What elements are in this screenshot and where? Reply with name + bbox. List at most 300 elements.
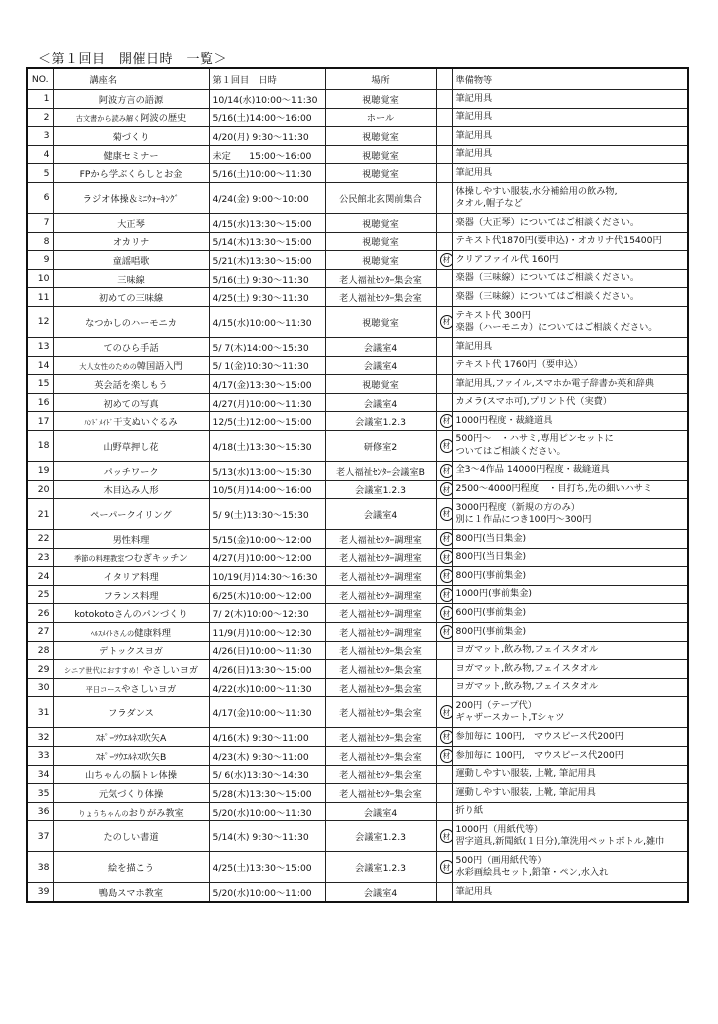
first-session-date: 4/15(水)13:30～15:00 xyxy=(209,213,325,232)
header-items: 準備物等 xyxy=(452,68,688,90)
required-items-line: カメラ(スマホ可),プリント代（実費） xyxy=(455,396,613,408)
material-fee-icon: 材 xyxy=(440,569,453,583)
material-fee-icon: 材 xyxy=(440,550,453,564)
table-row xyxy=(27,269,688,288)
first-session-date: 4/15(水)10:00～11:30 xyxy=(209,306,325,337)
required-items xyxy=(452,480,688,499)
table-row xyxy=(27,499,688,530)
course-name-main: 韓国語入門 xyxy=(136,361,183,373)
required-items xyxy=(452,747,688,766)
course-name-main: 絵を描こう xyxy=(108,863,154,875)
table-row xyxy=(27,164,688,183)
material-fee-icon: 材 xyxy=(440,253,453,267)
first-session-date: 5/20(水)10:00～11:30 xyxy=(209,802,325,821)
required-items-line: 800円(事前集金) xyxy=(455,569,527,581)
venue: 会議室1.2.3 xyxy=(325,412,436,431)
table-row xyxy=(27,480,688,499)
course-name-main: 初めての写真 xyxy=(103,398,159,410)
table-row xyxy=(27,784,688,803)
required-items xyxy=(452,585,688,604)
required-items-line: 楽器（ハーモニカ）についてはご相談ください。 xyxy=(455,321,658,333)
required-items xyxy=(452,269,688,288)
first-session-date: 10/19(月)14:30～16:30 xyxy=(209,567,325,586)
required-items xyxy=(452,883,688,902)
first-session-date: 5/28(木)13:30～15:00 xyxy=(209,784,325,803)
course-name-main: フランス料理 xyxy=(103,590,159,602)
course-name xyxy=(53,480,209,499)
first-session-date: 4/17(金)10:00～11:30 xyxy=(209,697,325,728)
material-mark-cell xyxy=(436,499,452,530)
table-row xyxy=(27,821,688,852)
material-mark-cell xyxy=(436,145,452,164)
required-items xyxy=(452,852,688,883)
table-row xyxy=(27,697,688,728)
material-fee-icon: 材 xyxy=(440,606,453,620)
table-row xyxy=(27,567,688,586)
row-number: 6 xyxy=(27,182,53,213)
required-items-line: 500円（画用紙代等） xyxy=(455,854,547,866)
required-items-line: 筆記用具 xyxy=(455,129,493,141)
material-mark-cell xyxy=(436,784,452,803)
material-fee-icon: 材 xyxy=(440,705,453,719)
row-number: 18 xyxy=(27,430,53,461)
table-row xyxy=(27,108,688,127)
course-name-main: イタリア料理 xyxy=(103,572,159,584)
required-items-line: 楽器（三味線）についてはご相談ください。 xyxy=(455,272,640,284)
material-mark-cell xyxy=(436,164,452,183)
table-row xyxy=(27,232,688,251)
material-mark-cell xyxy=(436,356,452,375)
row-number: 24 xyxy=(27,567,53,586)
material-mark-cell xyxy=(436,375,452,394)
material-mark-cell xyxy=(436,548,452,567)
course-name xyxy=(53,337,209,356)
first-session-date: 4/25(土)13:30～15:00 xyxy=(209,852,325,883)
row-number: 20 xyxy=(27,480,53,499)
course-name xyxy=(53,548,209,567)
required-items-line: ヨガマット,飲み物,フェイスタオル xyxy=(455,662,599,674)
required-items xyxy=(452,251,688,270)
row-number: 3 xyxy=(27,127,53,146)
course-name-main: 大正琴 xyxy=(117,218,145,230)
first-session-date: 5/14(木)13:30～15:00 xyxy=(209,232,325,251)
material-fee-icon: 材 xyxy=(440,507,453,521)
row-number: 32 xyxy=(27,728,53,747)
first-session-date: 4/24(金) 9:00～10:00 xyxy=(209,182,325,213)
course-name xyxy=(53,728,209,747)
material-mark-cell xyxy=(436,567,452,586)
course-name-main: 童謡唱歌 xyxy=(112,255,150,267)
course-name xyxy=(53,430,209,461)
course-name-main: FPから学ぶくらしとお金 xyxy=(79,169,183,181)
course-name-prefix: 季節の料理教室 xyxy=(74,554,125,564)
course-name xyxy=(53,164,209,183)
course-name-main: たのしい書道 xyxy=(103,832,159,844)
course-name-main: やさしいヨガ xyxy=(121,683,177,695)
course-name xyxy=(53,288,209,307)
course-name xyxy=(53,641,209,660)
material-mark-cell xyxy=(436,90,452,109)
table-row xyxy=(27,375,688,394)
required-items xyxy=(452,697,688,728)
venue: 会議室4 xyxy=(325,499,436,530)
required-items xyxy=(452,430,688,461)
required-items xyxy=(452,784,688,803)
course-name-main: なつかしのハーモニカ xyxy=(85,317,177,329)
course-name xyxy=(53,765,209,784)
required-items xyxy=(452,337,688,356)
table-row xyxy=(27,393,688,412)
course-name-main: 阿波の歴史 xyxy=(140,113,187,125)
table-row xyxy=(27,306,688,337)
table-row xyxy=(27,604,688,623)
required-items-line: 筆記用具 xyxy=(455,92,493,104)
required-items xyxy=(452,412,688,431)
required-items xyxy=(452,567,688,586)
first-session-date: 12/5(土)12:00～15:00 xyxy=(209,412,325,431)
required-items-line: 1000円（用紙代等） xyxy=(455,823,544,835)
venue: 視聴覚室 xyxy=(325,90,436,109)
venue: 老人福祉ｾﾝﾀｰ集会室 xyxy=(325,660,436,679)
required-items-line: ヨガマット,飲み物,フェイスタオル xyxy=(455,681,599,693)
material-mark-cell xyxy=(436,269,452,288)
course-name-prefix: ﾊﾝﾄﾞﾒｲﾄﾞ xyxy=(84,418,114,428)
material-fee-icon: 材 xyxy=(440,315,453,329)
row-number: 2 xyxy=(27,108,53,127)
row-number: 30 xyxy=(27,678,53,697)
first-session-date: 11/9(月)10:00～12:30 xyxy=(209,623,325,642)
first-session-date: 4/23(木) 9:30～11:00 xyxy=(209,747,325,766)
first-session-date: 4/25(土) 9:30～11:30 xyxy=(209,288,325,307)
course-name-main: てのひら手話 xyxy=(103,342,159,354)
first-session-date: 4/16(木) 9:30～11:00 xyxy=(209,728,325,747)
row-number: 25 xyxy=(27,585,53,604)
course-name xyxy=(53,232,209,251)
course-name-main: つむぎキッチン xyxy=(124,553,188,565)
material-mark-cell xyxy=(436,697,452,728)
course-name xyxy=(53,530,209,549)
course-name-main: おりがみ教室 xyxy=(128,807,184,819)
required-items xyxy=(452,182,688,213)
material-mark-cell xyxy=(436,623,452,642)
material-mark-cell xyxy=(436,802,452,821)
required-items xyxy=(452,641,688,660)
venue: 老人福祉ｾﾝﾀｰ集会室 xyxy=(325,288,436,307)
course-name-main: 山野草押し花 xyxy=(103,441,159,453)
venue: 会議室4 xyxy=(325,883,436,902)
course-name-prefix: ﾍﾙｽﾒｲﾄさんの xyxy=(91,628,135,638)
course-name-main: 健康料理 xyxy=(134,627,171,639)
material-mark-cell xyxy=(436,182,452,213)
material-fee-icon: 材 xyxy=(440,730,453,744)
venue: 会議室1.2.3 xyxy=(325,821,436,852)
material-mark-cell xyxy=(436,530,452,549)
required-items-line: テキスト代 300円 xyxy=(455,309,531,321)
course-name xyxy=(53,213,209,232)
required-items-line: テキスト代1870円(要申込)・オカリナ代15400円 xyxy=(455,235,662,247)
venue: 視聴覚室 xyxy=(325,213,436,232)
venue: 会議室4 xyxy=(325,356,436,375)
venue: 老人福祉ｾﾝﾀｰ調理室 xyxy=(325,585,436,604)
row-number: 14 xyxy=(27,356,53,375)
material-fee-icon: 材 xyxy=(440,532,453,546)
course-name-main: 鴨島スマホ教室 xyxy=(98,887,164,899)
required-items-line: 参加毎に 100円, マウスピース代200円 xyxy=(455,749,624,761)
material-mark-cell xyxy=(436,213,452,232)
course-name xyxy=(53,412,209,431)
table-row xyxy=(27,802,688,821)
material-mark-cell xyxy=(436,765,452,784)
material-mark-cell xyxy=(436,108,452,127)
first-session-date: 7/ 2(木)10:00～12:30 xyxy=(209,604,325,623)
venue: 老人福祉ｾﾝﾀｰ調理室 xyxy=(325,604,436,623)
table-body xyxy=(27,90,688,902)
course-name-main: フラダンス xyxy=(108,708,154,720)
venue: 老人福祉ｾﾝﾀｰ会議室B xyxy=(325,461,436,480)
required-items-line: 1000円程度・裁縫道具 xyxy=(455,414,553,426)
required-items-line: クリアファイル代 160円 xyxy=(455,253,559,265)
row-number: 12 xyxy=(27,306,53,337)
required-items-line: 折り紙 xyxy=(455,805,484,817)
course-name xyxy=(53,623,209,642)
required-items xyxy=(452,213,688,232)
first-session-date: 5/14(木) 9:30～11:30 xyxy=(209,821,325,852)
course-name xyxy=(53,306,209,337)
first-session-date: 5/16(土) 9:30～11:30 xyxy=(209,269,325,288)
course-name-prefix: 古文書から読み解く xyxy=(75,114,141,124)
table-row xyxy=(27,852,688,883)
row-number: 16 xyxy=(27,393,53,412)
required-items xyxy=(452,530,688,549)
course-name-main: ｽﾎﾟｰﾂｳｴﾙﾈｽ吹矢A xyxy=(95,733,167,745)
first-session-date: 5/ 6(水)13:30～14:30 xyxy=(209,765,325,784)
required-items-line: 水彩画絵具セット,鉛筆・ペン,水入れ xyxy=(455,867,609,879)
course-name-main: 元気づくり体操 xyxy=(98,789,164,801)
venue: 老人福祉ｾﾝﾀｰ調理室 xyxy=(325,623,436,642)
required-items-line: 筆記用具 xyxy=(455,148,493,160)
material-fee-icon: 材 xyxy=(440,414,453,428)
material-fee-icon: 材 xyxy=(440,482,453,496)
first-session-date: 10/5(月)14:00～16:00 xyxy=(209,480,325,499)
row-number: 31 xyxy=(27,697,53,728)
row-number: 34 xyxy=(27,765,53,784)
course-name-prefix: シニア世代におすすめ！ xyxy=(63,666,143,676)
required-items-line: 運動しやすい服装, 上靴, 筆記用具 xyxy=(455,768,596,780)
course-name-main: 干支ぬいぐるみ xyxy=(113,417,178,429)
course-name-main: やさしいヨガ xyxy=(143,665,199,677)
course-name xyxy=(53,821,209,852)
first-session-date: 4/27(月)10:00～12:00 xyxy=(209,548,325,567)
first-session-date: 4/17(金)13:30～15:00 xyxy=(209,375,325,394)
row-number: 22 xyxy=(27,530,53,549)
material-mark-cell xyxy=(436,728,452,747)
course-name xyxy=(53,883,209,902)
course-name-main: 初めての三味線 xyxy=(98,293,164,305)
venue: 老人福祉ｾﾝﾀｰ集会室 xyxy=(325,747,436,766)
required-items xyxy=(452,145,688,164)
material-mark-cell xyxy=(436,747,452,766)
required-items-line: ヨガマット,飲み物,フェイスタオル xyxy=(455,644,599,656)
required-items-line: テキスト代 1760円（要申込） xyxy=(455,359,583,371)
material-mark-cell xyxy=(436,480,452,499)
required-items xyxy=(452,623,688,642)
course-name-main: kotokotoさんのパンづくり xyxy=(74,609,188,621)
first-session-date: 4/26(日)13:30～15:00 xyxy=(209,660,325,679)
course-name-main: 三味線 xyxy=(117,274,145,286)
header-course-name: 講座名 xyxy=(53,68,209,90)
row-number: 9 xyxy=(27,251,53,270)
table-row xyxy=(27,585,688,604)
course-name xyxy=(53,145,209,164)
required-items-line: 運動しやすい服装, 上靴, 筆記用具 xyxy=(455,786,596,798)
required-items-line: 筆記用具 xyxy=(455,166,493,178)
required-items-line: 筆記用具 xyxy=(455,340,493,352)
course-name xyxy=(53,127,209,146)
required-items xyxy=(452,802,688,821)
required-items-line: 800円(事前集金) xyxy=(455,625,527,637)
material-mark-cell xyxy=(436,337,452,356)
venue: 老人福祉ｾﾝﾀｰ集会室 xyxy=(325,269,436,288)
schedule-table xyxy=(26,67,689,903)
course-name xyxy=(53,461,209,480)
venue: 視聴覚室 xyxy=(325,127,436,146)
row-number: 28 xyxy=(27,641,53,660)
required-items xyxy=(452,164,688,183)
row-number: 36 xyxy=(27,802,53,821)
course-name xyxy=(53,182,209,213)
material-mark-cell xyxy=(436,821,452,852)
row-number: 38 xyxy=(27,852,53,883)
course-name xyxy=(53,499,209,530)
first-session-date: 4/18(土)13:30～15:30 xyxy=(209,430,325,461)
material-fee-icon: 材 xyxy=(440,625,453,639)
material-fee-icon: 材 xyxy=(440,464,453,478)
material-fee-icon: 材 xyxy=(440,829,453,843)
table-header-row xyxy=(27,68,688,90)
required-items-line: 600円(事前集金) xyxy=(455,607,527,619)
course-name-prefix: りょうちゃんの xyxy=(78,808,129,818)
table-row xyxy=(27,548,688,567)
required-items-line: 500円～ ・ハサミ,専用ピンセットに xyxy=(455,433,614,445)
header-no: NO. xyxy=(27,68,53,90)
course-name xyxy=(53,375,209,394)
row-number: 39 xyxy=(27,883,53,902)
course-name-main: デトックスヨガ xyxy=(99,646,163,658)
row-number: 29 xyxy=(27,660,53,679)
material-fee-icon: 材 xyxy=(440,439,453,453)
first-session-date: 5/13(水)13:00～15:30 xyxy=(209,461,325,480)
material-fee-icon: 材 xyxy=(440,749,453,763)
course-name xyxy=(53,251,209,270)
venue: 老人福祉ｾﾝﾀｰ集会室 xyxy=(325,765,436,784)
course-name xyxy=(53,567,209,586)
row-number: 19 xyxy=(27,461,53,480)
row-number: 15 xyxy=(27,375,53,394)
table-row xyxy=(27,337,688,356)
table-row xyxy=(27,530,688,549)
material-fee-icon: 材 xyxy=(440,860,453,874)
row-number: 27 xyxy=(27,623,53,642)
row-number: 4 xyxy=(27,145,53,164)
course-name xyxy=(53,802,209,821)
material-mark-cell xyxy=(436,852,452,883)
row-number: 26 xyxy=(27,604,53,623)
required-items-line: 参加毎に 100円, マウスピース代200円 xyxy=(455,731,624,743)
venue: 研修室2 xyxy=(325,430,436,461)
table-row xyxy=(27,747,688,766)
venue: 会議室4 xyxy=(325,802,436,821)
required-items-line: 体操しやすい服装,水分補給用の飲み物, xyxy=(455,185,618,197)
course-name xyxy=(53,697,209,728)
venue: 視聴覚室 xyxy=(325,164,436,183)
venue: 老人福祉ｾﾝﾀｰ集会室 xyxy=(325,697,436,728)
row-number: 7 xyxy=(27,213,53,232)
venue: 老人福祉ｾﾝﾀｰ調理室 xyxy=(325,530,436,549)
row-number: 13 xyxy=(27,337,53,356)
course-name-main: 木目込み人形 xyxy=(103,485,159,497)
venue: 老人福祉ｾﾝﾀｰ調理室 xyxy=(325,567,436,586)
venue: 視聴覚室 xyxy=(325,306,436,337)
row-number: 35 xyxy=(27,784,53,803)
required-items-line: 楽器（大正琴）についてはご相談ください。 xyxy=(455,216,640,228)
course-name xyxy=(53,108,209,127)
material-mark-cell xyxy=(436,883,452,902)
required-items-line: 筆記用具 xyxy=(455,885,493,897)
header-mark xyxy=(436,68,452,90)
required-items xyxy=(452,765,688,784)
table-row xyxy=(27,660,688,679)
course-name xyxy=(53,585,209,604)
course-name-main: 男性料理 xyxy=(112,534,150,546)
first-session-date: 4/26(日)10:00～11:30 xyxy=(209,641,325,660)
row-number: 21 xyxy=(27,499,53,530)
course-name xyxy=(53,784,209,803)
table-row xyxy=(27,883,688,902)
material-mark-cell xyxy=(436,393,452,412)
material-mark-cell xyxy=(436,660,452,679)
required-items-line: 800円(当日集金) xyxy=(455,532,527,544)
table-row xyxy=(27,678,688,697)
material-mark-cell xyxy=(436,288,452,307)
material-mark-cell xyxy=(436,461,452,480)
required-items-line: 習字道具,新聞紙(１日分),筆洗用ペットボトル,雑巾 xyxy=(455,836,665,848)
first-session-date: 4/20(月) 9:30～11:30 xyxy=(209,127,325,146)
table-row xyxy=(27,182,688,213)
course-name xyxy=(53,604,209,623)
material-mark-cell xyxy=(436,678,452,697)
required-items-line: 3000円程度（新規の方のみ） xyxy=(455,501,580,513)
course-name-main: 英会話を楽しもう xyxy=(94,379,168,391)
table-row xyxy=(27,728,688,747)
required-items xyxy=(452,821,688,852)
required-items xyxy=(452,288,688,307)
required-items-line: タオル,帽子など xyxy=(455,197,523,209)
course-name xyxy=(53,678,209,697)
table-row xyxy=(27,145,688,164)
venue: 老人福祉ｾﾝﾀｰ集会室 xyxy=(325,728,436,747)
first-session-date: 5/16(土)14:00～16:00 xyxy=(209,108,325,127)
venue: 視聴覚室 xyxy=(325,232,436,251)
course-name-main: ペーパークイリング xyxy=(90,510,172,522)
required-items-line: 200円（テープ代） xyxy=(455,700,537,712)
venue: 視聴覚室 xyxy=(325,145,436,164)
venue: 老人福祉ｾﾝﾀｰ調理室 xyxy=(325,548,436,567)
venue: 老人福祉ｾﾝﾀｰ集会室 xyxy=(325,784,436,803)
row-number: 1 xyxy=(27,90,53,109)
table-row xyxy=(27,765,688,784)
table-row xyxy=(27,127,688,146)
material-mark-cell xyxy=(436,232,452,251)
